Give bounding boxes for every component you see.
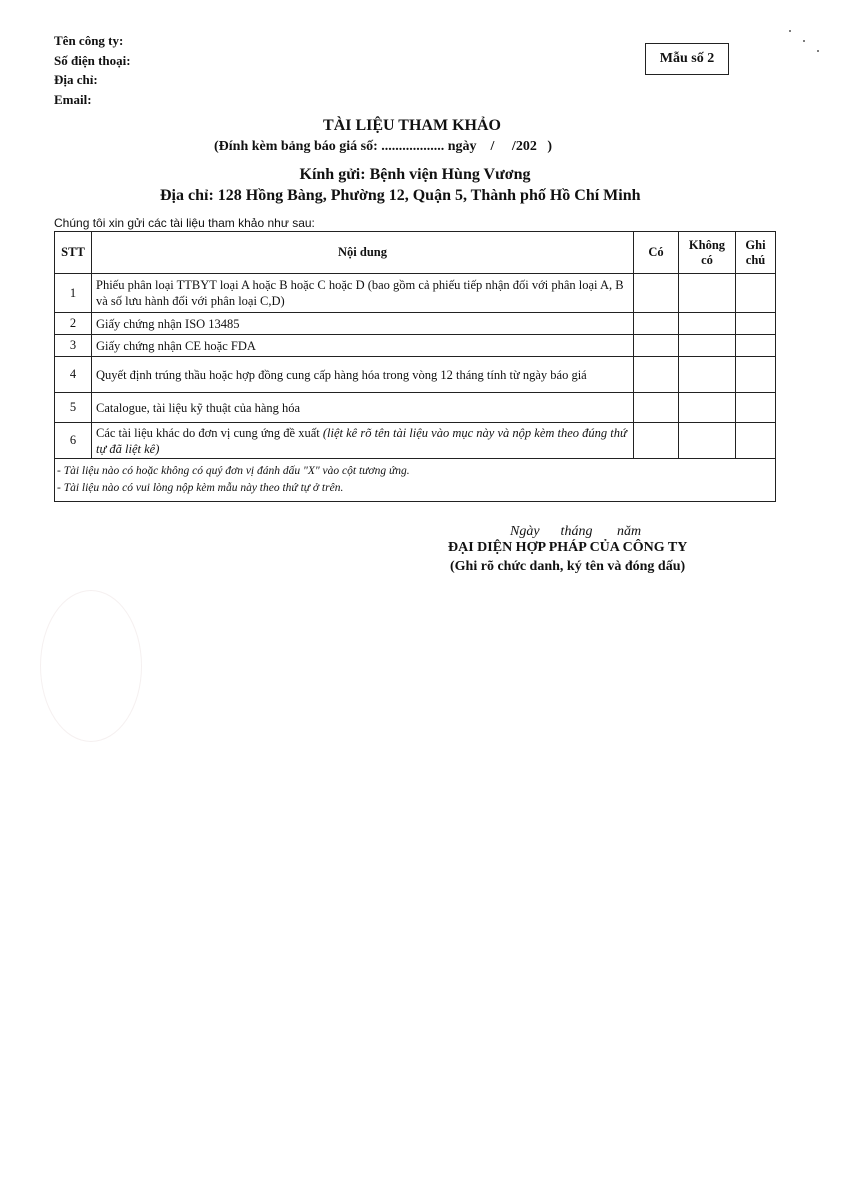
table-row (55, 274, 776, 313)
row-note-cell[interactable] (736, 357, 776, 393)
table-note: - Tài liệu nào có vui lòng nộp kèm mẫu này theo thứ tự ở trên. (57, 482, 344, 494)
table-row (55, 423, 776, 459)
table-note: - Tài liệu nào có hoặc không có quý đơn vị đánh dấu "X" vào cột tương ứng. (57, 465, 410, 477)
header-yes: Có (634, 232, 679, 274)
scan-speck (789, 30, 791, 32)
row-yes-cell[interactable] (634, 423, 679, 459)
row-yes-cell[interactable] (634, 357, 679, 393)
document-title (0, 117, 842, 135)
row-no-cell[interactable] (679, 335, 736, 357)
row-no-cell[interactable] (679, 313, 736, 335)
signature-date-line: Ngày tháng năm (510, 524, 642, 539)
header-no: Không có (679, 232, 736, 274)
recipient-text: Kính gửi: Bệnh viện Hùng Vương (299, 166, 531, 183)
scan-speck (803, 40, 805, 42)
row-note-cell[interactable] (736, 393, 776, 423)
company-phone-label: Số điện thoại: (54, 52, 131, 68)
header-content: Nội dung (92, 232, 634, 274)
row-yes-cell[interactable] (634, 274, 679, 313)
row-no-cell[interactable] (679, 357, 736, 393)
table-row (55, 335, 776, 357)
table-notes-row (55, 459, 776, 502)
signature-title: ĐẠI DIỆN HỢP PHÁP CỦA CÔNG TY (448, 540, 688, 555)
row-note-cell[interactable] (736, 423, 776, 459)
recipient-line (0, 166, 842, 184)
row-note-cell[interactable] (736, 274, 776, 313)
row-no-cell[interactable] (679, 274, 736, 313)
table-row (55, 357, 776, 393)
company-address-label: Địa chỉ: (54, 72, 98, 87)
row-no-cell[interactable] (679, 393, 736, 423)
row-stt: 3 (55, 335, 92, 357)
row-content: Giấy chứng nhận CE hoặc FDA (92, 335, 634, 357)
row-yes-cell[interactable] (634, 393, 679, 423)
row-no-cell[interactable] (679, 423, 736, 459)
row-content: Phiếu phân loại TTBYT loại A hoặc B hoặc C hoặc D (bao gồm cả phiếu tiếp nhận đối với phân loại A, B và số lưu hành đối với phân loại C,D) (92, 274, 634, 313)
recipient-address: Địa chỉ: 128 Hồng Bàng, Phường 12, Quận 5, Thành phố Hồ Chí Minh (160, 187, 641, 204)
row-stt: 2 (55, 313, 92, 335)
table-header-row (55, 232, 776, 274)
row-content (92, 423, 634, 459)
table-notes (55, 459, 776, 502)
table-row (55, 393, 776, 423)
row-stt: 6 (55, 423, 92, 459)
table-row (55, 313, 776, 335)
scan-speck (817, 50, 819, 52)
row-content-italic: (liệt kê rõ tên tài liệu vào mục này và nộp kèm theo đúng thứ tự đã liệt kê) (96, 425, 627, 456)
form-number-badge: Mẫu số 2 (645, 43, 729, 75)
signature-instruction: (Ghi rõ chức danh, ký tên và đóng dấu) (450, 559, 686, 574)
attachment-note: (Đính kèm bảng báo giá số: .................. ngày / /202 ) (214, 139, 552, 154)
header-note: Ghi chú (736, 232, 776, 274)
row-note-cell[interactable] (736, 313, 776, 335)
company-name-label: Tên công ty: (54, 33, 124, 48)
row-yes-cell[interactable] (634, 313, 679, 335)
row-yes-cell[interactable] (634, 335, 679, 357)
reference-documents-table (54, 231, 776, 502)
row-stt: 4 (55, 357, 92, 393)
intro-text: Chúng tôi xin gửi các tài liệu tham khảo như sau: (54, 216, 315, 230)
row-content: Catalogue, tài liệu kỹ thuật của hàng hóa (92, 393, 634, 423)
company-email-label: Email: (54, 91, 92, 107)
row-note-cell[interactable] (736, 335, 776, 357)
company-info-block (54, 31, 131, 109)
row-content: Quyết định trúng thầu hoặc hợp đồng cung cấp hàng hóa trong vòng 12 tháng tính từ ngày báo giá (92, 357, 634, 393)
document-title-text: TÀI LIỆU THAM KHẢO (323, 117, 501, 134)
row-stt: 1 (55, 274, 92, 313)
row-content: Giấy chứng nhận ISO 13485 (92, 313, 634, 335)
row-stt: 5 (55, 393, 92, 423)
row-content-regular: Các tài liệu khác do đơn vị cung ứng đề xuất (96, 425, 323, 440)
faint-stamp-trace (40, 590, 142, 742)
header-stt: STT (55, 232, 92, 274)
